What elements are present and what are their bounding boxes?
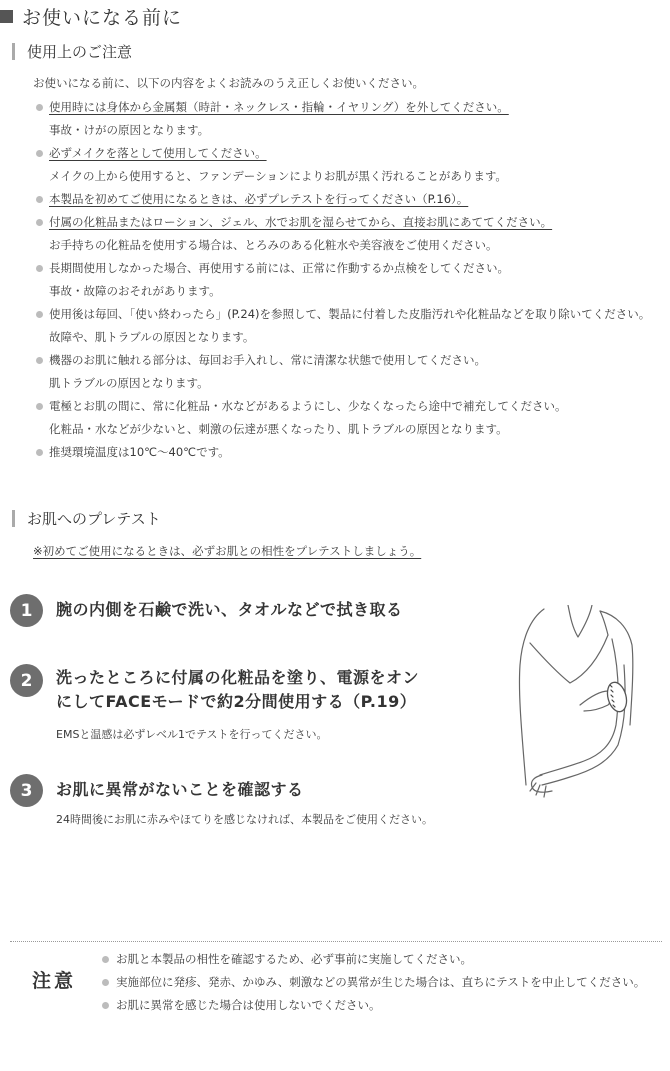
bullet-dot-icon (36, 150, 43, 157)
step-description: 24時間後にお肌に赤みやほてりを感じなければ、本製品をご使用ください。 (56, 813, 433, 826)
pretest-heading (12, 508, 161, 529)
step-title-line: 洗ったところに付属の化粧品を塗り、電源をオン (56, 668, 420, 687)
note-main: 本製品を初めてご使用になるときは、必ずプレテストを行ってください（P.16）。 (49, 192, 469, 206)
step-number-badge: 3 (10, 774, 43, 807)
bullet-dot-icon (102, 956, 109, 963)
bullet-dot-icon (36, 311, 43, 318)
usage-intro: お使いになる前に、以下の内容をよくお読みのうえ正しくお使いください。 (33, 76, 424, 90)
note-main: 使用時には身体から金属類（時計・ネックレス・指輪・イヤリング）を外してください。 (49, 100, 509, 114)
note-main: 長期間使用しなかった場合、再使用する前には、正常に作動するか点検をしてください。 (49, 261, 509, 275)
device-icon (604, 680, 629, 714)
note-main: 機器のお肌に触れる部分は、毎回お手入れし、常に清潔な状態で使用してください。 (49, 353, 486, 367)
upper-arm (540, 639, 618, 775)
caution-item (100, 971, 665, 994)
note-sub: お手持ちの化粧品を使用する場合は、とろみのある化粧水や美容液をご使用ください。 (49, 238, 498, 252)
note-main: 必ずメイクを落として使用してください。 (49, 146, 267, 160)
caution-list (100, 948, 665, 1017)
step-title-line: にしてFACEモードで約2分間使用する（P.19） (56, 692, 417, 711)
bullet-dot-icon (102, 1002, 109, 1009)
bullet-dot-icon (36, 104, 43, 111)
pretest-heading-text: お肌へのプレテスト (27, 510, 161, 528)
caution-item (100, 994, 665, 1017)
page-title (0, 3, 182, 30)
strap-right (600, 611, 608, 635)
note-sub: 事故・けがの原因となります。 (49, 123, 210, 137)
note-main: 付属の化粧品またはローション、ジェル、水でお肌を湿らせてから、直接お肌にあててください。 (49, 215, 553, 229)
step-number-badge: 1 (10, 594, 43, 627)
note-main: 推奨環境温度は10℃〜40℃です。 (49, 445, 230, 459)
bullet-dot-icon (102, 979, 109, 986)
caution-text: お肌と本製品の相性を確認するため、必ず事前に実施してください。 (116, 952, 473, 966)
note-item (33, 96, 667, 142)
heading-bar (12, 43, 15, 60)
note-item (33, 142, 667, 188)
step-title-line: お肌に異常がないことを確認する (56, 780, 304, 799)
bullet-dot-icon (36, 403, 43, 410)
note-sub: 故障や、肌トラブルの原因となります。 (49, 330, 255, 344)
usage-heading (12, 41, 132, 62)
step-description: EMSと温感は必ずレベル1でテストを行ってください。 (56, 728, 328, 741)
note-item (33, 257, 667, 303)
caution-label: 注意 (32, 970, 77, 992)
page-title-text: お使いになる前に (22, 7, 183, 29)
holding-arm (580, 691, 611, 711)
step-2 (10, 664, 419, 742)
note-item (33, 349, 667, 395)
step-3 (10, 774, 433, 827)
bullet-dot-icon (36, 265, 43, 272)
usage-notes-list (33, 96, 667, 464)
bullet-dot-icon (36, 196, 43, 203)
step-title (56, 666, 419, 714)
heading-bar (12, 510, 15, 527)
note-item (33, 211, 667, 257)
note-main: 使用後は毎回、「使い終わったら」(P.24)を参照して、製品に付着した皮脂汚れや化粧品などを取り除いてください。 (49, 307, 651, 321)
step-title (56, 598, 403, 622)
pretest-note: ※初めてご使用になるときは、必ずお肌との相性をプレテストしましょう。 (33, 544, 422, 558)
hand (530, 775, 552, 797)
bullet-dot-icon (36, 449, 43, 456)
caution-item (100, 948, 665, 971)
square-bullet-icon (0, 10, 13, 23)
note-sub: 肌トラブルの原因となります。 (49, 376, 209, 390)
neck-line (568, 605, 592, 637)
torso-left (519, 609, 544, 785)
note-item (33, 441, 667, 464)
caution-text: 実施部位に発疹、発赤、かゆみ、刺激などの異常が生じた場合は、直ちにテストを中止してください。 (116, 975, 646, 989)
note-sub: 事故・故障のおそれがあります。 (49, 284, 221, 298)
step-title (56, 778, 433, 802)
usage-heading-text: 使用上のご注意 (27, 43, 133, 61)
dotted-divider (10, 941, 662, 942)
pretest-arm-illustration (500, 605, 635, 800)
bullet-dot-icon (36, 219, 43, 226)
note-item (33, 395, 667, 441)
neckline-v (530, 635, 608, 683)
note-sub: メイクの上から使用すると、ファンデーションによりお肌が黒く汚れることがあります。 (49, 169, 507, 183)
bullet-dot-icon (36, 357, 43, 364)
note-item (33, 303, 667, 349)
step-number-badge: 2 (10, 664, 43, 697)
step-1 (10, 594, 403, 627)
note-sub: 化粧品・水などが少ないと、刺激の伝達が悪くなったり、肌トラブルの原因となります。 (49, 422, 508, 436)
note-main: 電極とお肌の間に、常に化粧品・水などがあるようにし、少なくなったら途中で補充してください。 (49, 399, 567, 413)
note-item (33, 188, 667, 211)
step-title-line: 腕の内側を石鹸で洗い、タオルなどで拭き取る (56, 600, 403, 619)
caution-text: お肌に異常を感じた場合は使用しないでください。 (116, 998, 381, 1012)
